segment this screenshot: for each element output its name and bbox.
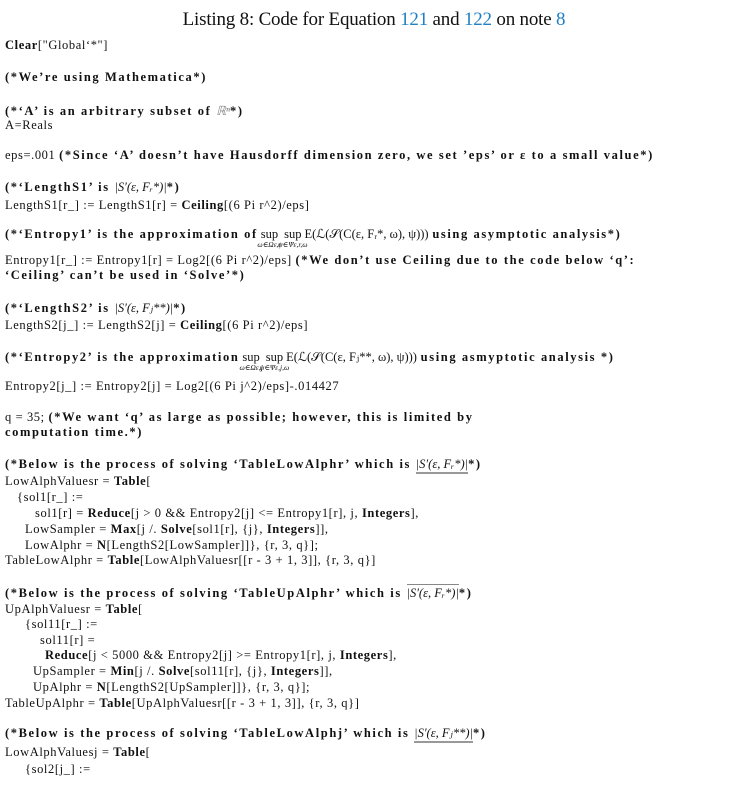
sup-label: sup: [260, 227, 279, 241]
code-text: UpSampler =: [33, 664, 111, 678]
code-text: q = 35;: [5, 410, 49, 424]
comment-text: (*Since ‘A’ doesn’t have Hausdorff dimension zero, we set ’eps’ or ε to a small value*): [59, 148, 654, 162]
code-text: ],: [410, 506, 419, 520]
code-line: [33, 680, 310, 695]
code-text: [j < 5000 && Entropy2[j] >= Entropy1[r], j,: [88, 648, 340, 662]
math-reals-n: ℝⁿ: [216, 104, 230, 118]
code-text: [sol1[r], {j},: [192, 522, 267, 536]
code-line: {sol2[j_] :=: [25, 762, 91, 776]
code-line: [5, 474, 151, 489]
code-line: [33, 664, 333, 679]
keyword: Solve: [160, 522, 193, 536]
comment-line: [5, 226, 622, 249]
listing-caption: [0, 9, 748, 31]
sup-label: sup: [284, 227, 302, 241]
sup-subscript: ψ∈Ψε,r,ω: [278, 240, 308, 249]
keyword: Min: [110, 664, 135, 678]
code-text: [j /.: [134, 664, 159, 678]
comment-text: *): [173, 301, 187, 315]
equation-ref-122[interactable]: 122: [463, 9, 492, 30]
code-line: [5, 253, 635, 268]
sup-operator: [259, 350, 290, 372]
code-line: [5, 148, 654, 163]
comment-text: using asmyptotic analysis *): [420, 350, 615, 364]
math-expectation: E(ℒ(𝒮(C(ε, Fᵣ*, ω), ψ))): [304, 227, 429, 241]
comment-text: *): [166, 180, 181, 194]
code-text: [sol11[r], {j},: [190, 664, 271, 678]
code-line: [25, 538, 319, 553]
code-text: ],: [388, 648, 397, 662]
code-line: {sol11[r_] :=: [25, 617, 98, 631]
code-text: ["Global‘*"]: [37, 38, 109, 52]
note-ref-8[interactable]: 8: [556, 9, 566, 30]
comment-text: (*Below is the process of solving ‘TableLowAlphj’ which is: [5, 726, 415, 740]
comment-line: computation time.*): [5, 425, 144, 439]
keyword: Reduce: [45, 648, 89, 662]
keyword: Table: [105, 602, 139, 616]
comment-line: [5, 457, 482, 472]
keyword: N: [96, 680, 107, 694]
code-text: [(6 Pi r^2)/eps]: [222, 318, 309, 332]
keyword: Table: [113, 745, 146, 759]
code-text: TableLowAlphr =: [5, 553, 108, 567]
code-text: [LowAlphValuesr[[r - 3 + 1, 3]], {r, 3, q}]: [139, 553, 376, 567]
comment-text: (*‘A’ is an arbitrary subset of: [5, 104, 217, 118]
code-text: Entropy1[r_] := Entropy1[r] = Log2[(6 Pi r^2)/eps]: [5, 253, 296, 267]
keyword: Ceiling: [180, 318, 223, 332]
code-text: [: [145, 745, 151, 759]
keyword: Reduce: [87, 506, 131, 520]
math-expectation: E(ℒ(𝒮(C(ε, Fⱼ**, ω), ψ))): [286, 350, 417, 364]
code-text: LowAlphValuesr =: [5, 474, 114, 488]
code-line: Entropy2[j_] := Entropy2[j] = Log2[(6 Pi j^2)/eps]-.014427: [5, 379, 340, 393]
keyword: Table: [107, 553, 140, 567]
code-line: [5, 696, 359, 711]
sup-label: sup: [242, 350, 260, 364]
code-line: [5, 410, 474, 425]
sup-subscript: ω∈Ωε,r: [257, 240, 282, 249]
math-lower-bound-j: |S′(ε, Fⱼ**)|: [414, 726, 473, 743]
code-line: [5, 38, 108, 53]
math-length-s1: |S′(ε, Fᵣ*)|: [114, 180, 167, 194]
math-length-s2: |S′(ε, Fⱼ**)|: [114, 301, 174, 315]
code-text: [j /.: [136, 522, 161, 536]
keyword: Integers: [361, 506, 411, 520]
comment-text: (*‘LengthS1’ is: [5, 180, 115, 194]
keyword: N: [96, 538, 107, 552]
code-text: LowAlphValuesj =: [5, 745, 114, 759]
comment-line: [5, 586, 472, 601]
comment-line: (*We’re using Mathematica*): [5, 70, 207, 84]
sup-label: sup: [265, 350, 284, 364]
caption-text: Listing 8: Code for Equation: [182, 9, 401, 30]
code-line: [5, 198, 310, 213]
comment-text: (*‘LengthS2’ is: [5, 301, 115, 315]
keyword: Integers: [266, 522, 316, 536]
code-line: [5, 602, 143, 617]
code-text: LengthS2[j_] := LengthS2[j] =: [5, 318, 181, 332]
caption-text: and: [428, 9, 464, 30]
code-line: [45, 648, 397, 663]
keyword: Integers: [339, 648, 389, 662]
code-text: [j > 0 && Entropy2[j] <= Entropy1[r], j,: [130, 506, 362, 520]
code-text: TableUpAlphr =: [5, 696, 100, 710]
comment-text: (*‘Entropy1’ is the approximation of: [5, 227, 258, 241]
code-text: ]],: [315, 522, 329, 536]
sup-operator: [278, 227, 308, 249]
sup-operator: [257, 227, 282, 249]
code-text: eps=.001: [5, 148, 60, 162]
math-upper-bound: |S′(ε, Fᵣ*)|: [406, 586, 459, 600]
code-text: [: [138, 602, 143, 616]
code-text: UpAlphr =: [33, 680, 97, 694]
code-text: LowSampler =: [25, 522, 111, 536]
code-text: [LengthS2[UpSampler]]}, {r, 3, q}];: [106, 680, 311, 694]
code-text: [LengthS2[LowSampler]]}, {r, 3, q}];: [106, 538, 319, 552]
comment-text: *): [468, 457, 482, 471]
comment-line: [5, 349, 615, 372]
comment-text: (*Below is the process of solving ‘TableUpAlphr’ which is: [5, 586, 407, 600]
sup-operator: [239, 350, 263, 372]
code-text: [: [146, 474, 152, 488]
keyword: Ceiling: [181, 198, 224, 212]
caption-text: on note: [491, 9, 557, 30]
comment-line: [5, 103, 244, 119]
comment-text: (*We don’t use Ceiling due to the code below ‘q’:: [295, 253, 636, 267]
code-text: ]],: [319, 664, 333, 678]
code-text: LowAlphr =: [25, 538, 97, 552]
code-text: UpAlphValuesr =: [5, 602, 106, 616]
keyword: Table: [113, 474, 147, 488]
comment-text: *): [472, 726, 487, 740]
code-text: [UpAlphValuesr[[r - 3 + 1, 3]], {r, 3, q}]: [131, 696, 360, 710]
sup-subscript: ω∈Ωε,j: [239, 363, 263, 372]
comment-line: [5, 725, 487, 741]
comment-text: (*‘Entropy2’ is the approximation: [5, 350, 240, 364]
comment-text: (*We want ‘q’ as large as possible; however, this is limited by: [48, 410, 474, 424]
code-line: [5, 553, 376, 568]
math-lower-bound: |S′(ε, Fᵣ*)|: [416, 457, 468, 474]
keyword: Integers: [270, 664, 320, 678]
keyword: Solve: [158, 664, 191, 678]
comment-text: *): [458, 586, 473, 600]
code-line: sol11[r] =: [40, 633, 96, 647]
code-line: [5, 745, 150, 760]
keyword: Max: [110, 522, 137, 536]
comment-line: [5, 180, 180, 195]
comment-text: (*Below is the process of solving ‘TableLowAlphr’ which is: [5, 457, 416, 471]
equation-ref-121[interactable]: 121: [400, 9, 428, 30]
comment-line: ‘Ceiling’ can’t be used in ‘Solve’*): [5, 268, 246, 282]
code-line: [25, 522, 329, 537]
code-text: sol1[r] =: [35, 506, 88, 520]
keyword: Table: [99, 696, 132, 710]
comment-line: [5, 300, 187, 316]
code-line: [5, 318, 308, 333]
comment-text: *): [229, 104, 244, 118]
comment-text: using asymptotic analysis*): [432, 227, 622, 241]
code-line: A=Reals: [5, 118, 54, 132]
code-text: [(6 Pi r^2)/eps]: [223, 198, 310, 212]
code-line: [35, 506, 419, 521]
code-line: {sol1[r_] :=: [17, 490, 84, 504]
sup-subscript: ψ∈Ψε,j,ω: [259, 363, 290, 372]
keyword: Clear: [5, 38, 38, 52]
code-text: LengthS1[r_] := LengthS1[r] =: [5, 198, 182, 212]
